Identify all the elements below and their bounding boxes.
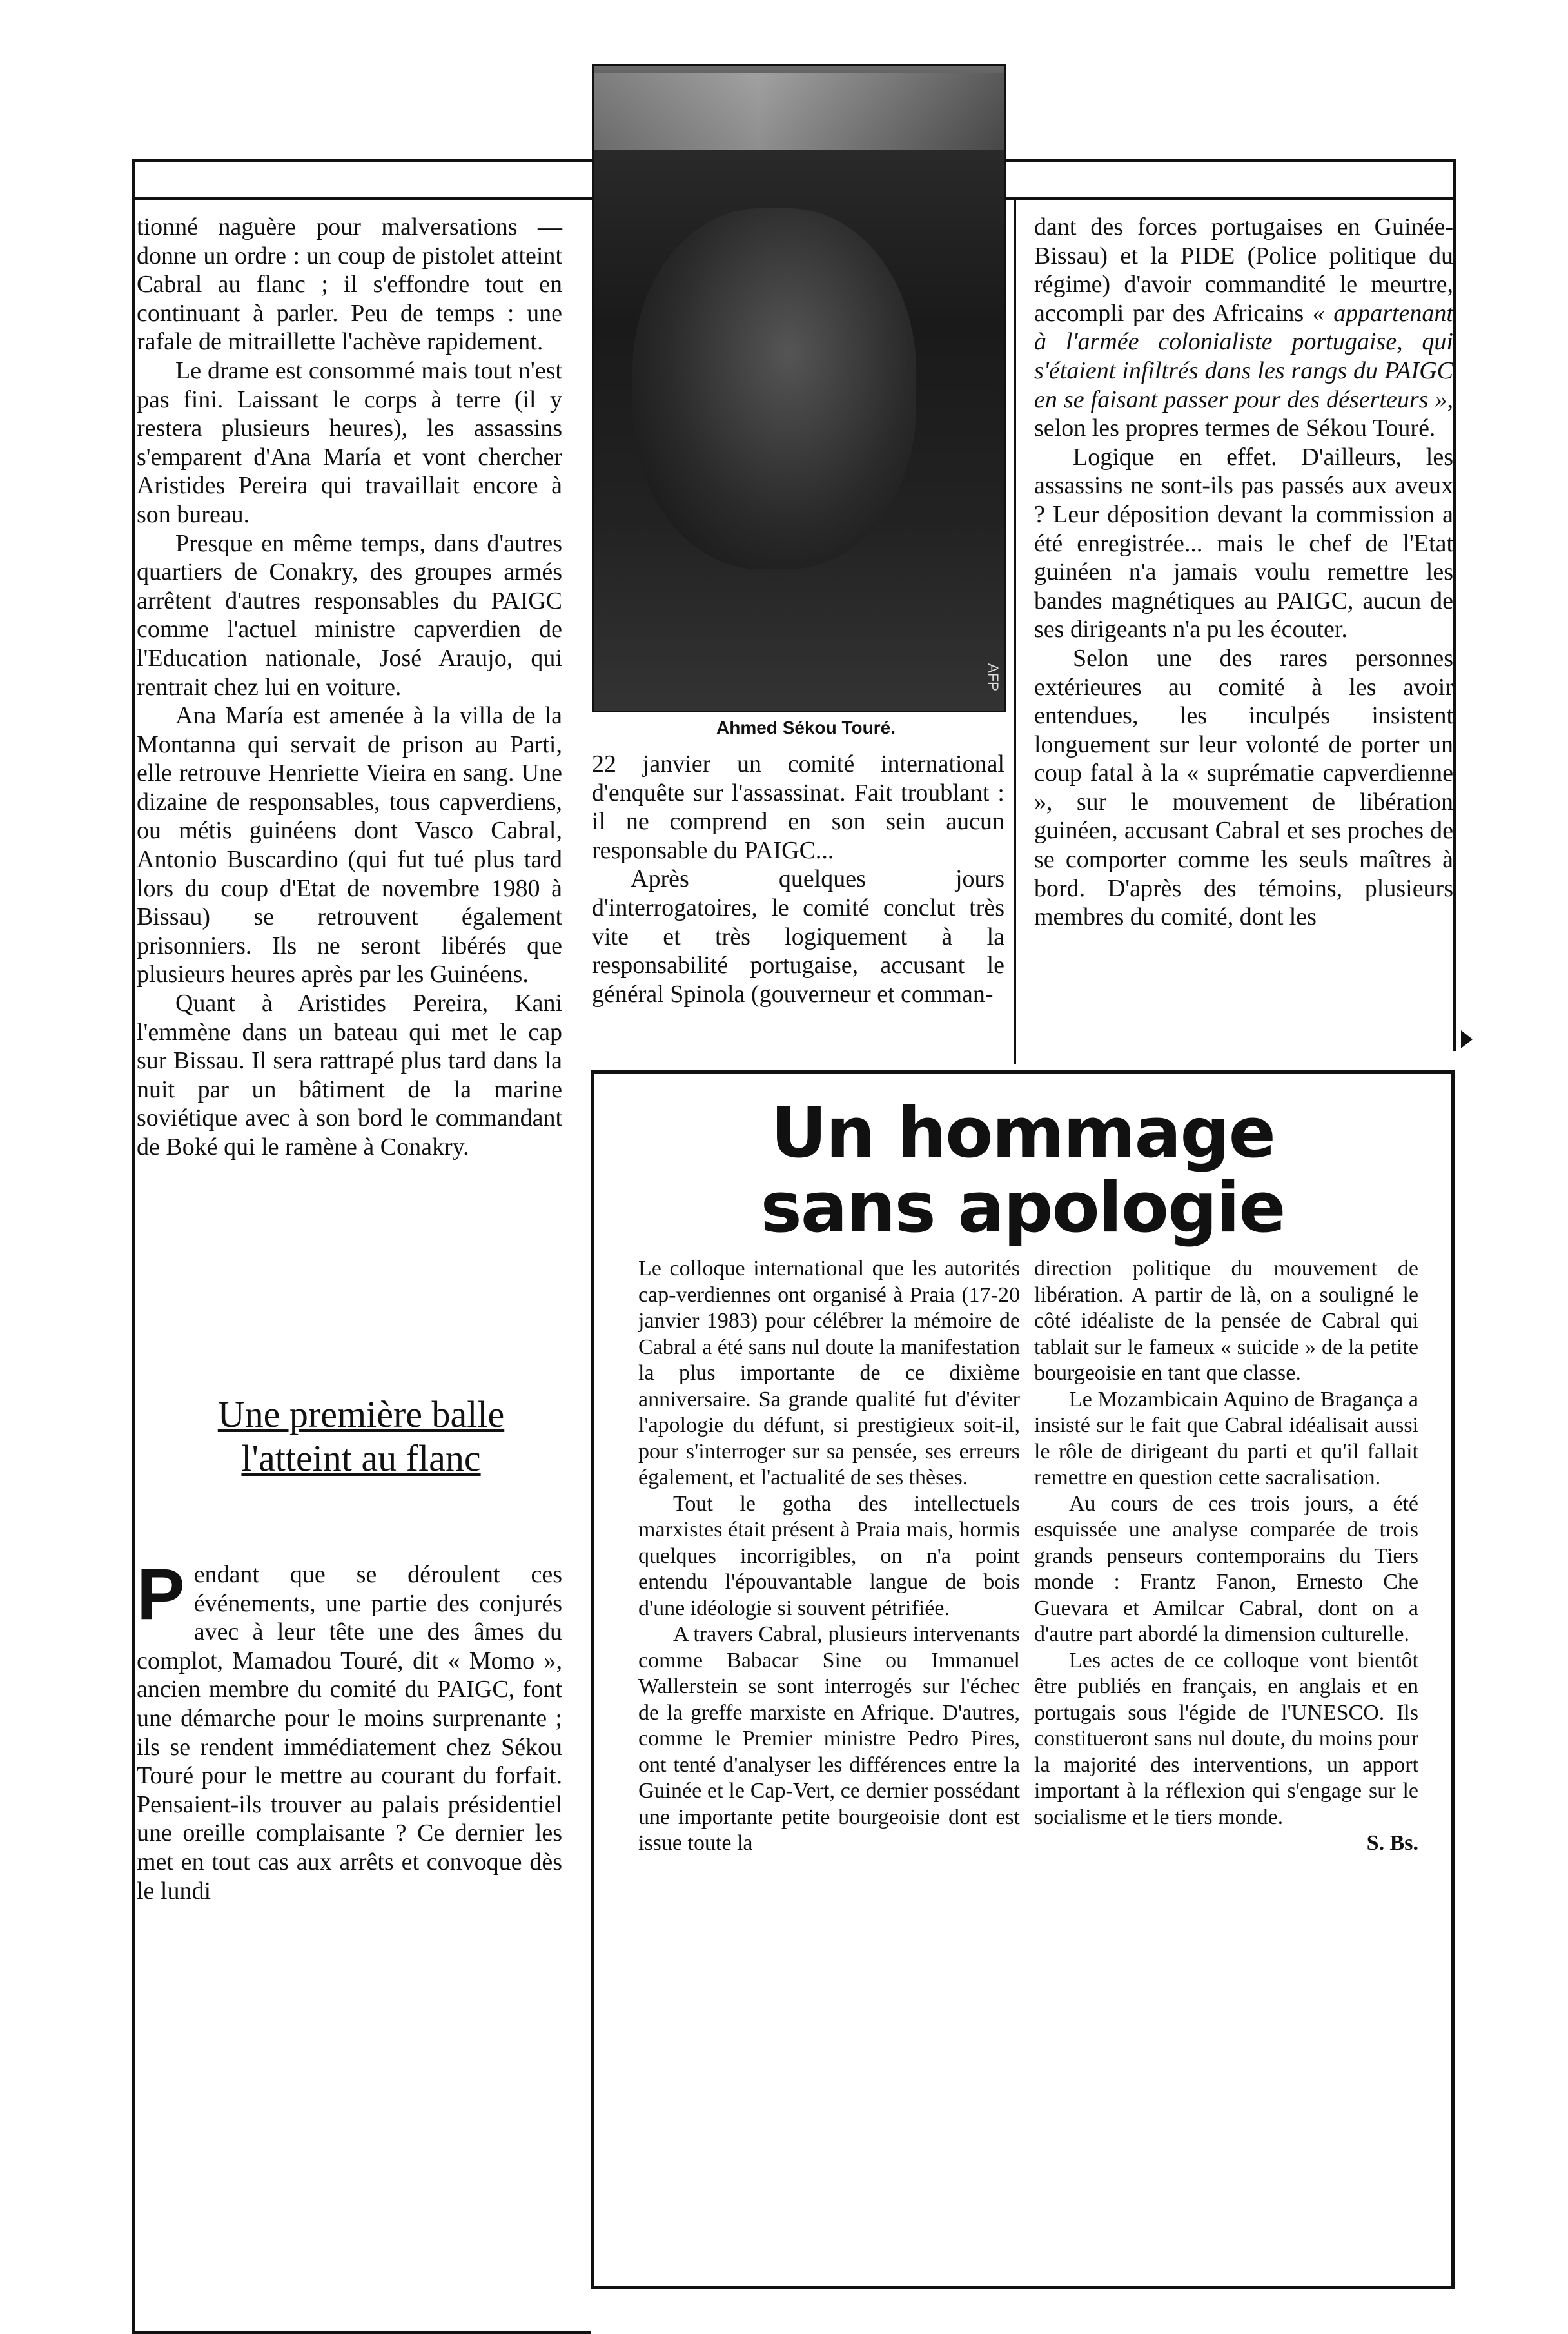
- drop-cap: P: [137, 1554, 185, 1634]
- sidebar-title-line: Un hommage: [770, 1093, 1275, 1173]
- photo-background-sign: [594, 73, 1004, 150]
- sidebar-column-2: [1034, 1256, 1418, 1857]
- paragraph: Tout le gotha des intellectuels marxistes était présent à Praia mais, hormis quelques incorrigibles, on n'a point entendu l'épouvantable langue de bois d'une idéologie si souvent pétrifiée.: [638, 1491, 1020, 1620]
- quotation: « appartenant à l'armée colonialiste portugaise, qui s'étaient infiltrés dans les rangs du PAIGC en se faisant passer pour des déserteurs »: [1034, 299, 1453, 413]
- article-column-3: [1034, 213, 1453, 932]
- paragraph: [1034, 213, 1453, 443]
- paragraph: tionné naguère pour malversations — donne un ordre : un coup de pistolet atteint Cabral au flanc ; il s'effondre tout en continuant à parler. Peu de temps : une rafale de mitraillette l'achève rapidement.: [137, 213, 562, 356]
- paragraph: Le Mozambicain Aquino de Bragança a insisté sur le fait que Cabral idéalisait aussi le rôle de dirigeant du parti et qu'il fallait remettre en question cette sacralisation.: [1034, 1387, 1418, 1489]
- author-signature: S. Bs.: [1366, 1831, 1418, 1855]
- section-subheading: Une première balle l'atteint au flanc: [217, 1393, 505, 1479]
- paragraph: Quant à Aristides Pereira, Kani l'emmène dans un bateau qui met le cap sur Bissau. Il sera rattrapé plus tard dans la nuit par un bâtiment de la marine soviétique avec à son bord le commandant de Boké qui le ramène à Conakry.: [137, 990, 562, 1161]
- paragraph-text: endant que se déroulent ces événements, une partie des conjurés avec à leur tête une des âmes du complot, Mamadou Touré, dit « Momo », ancien membre du comité du PAIGC, font une démarche pour le moins surprenante ; ils se rendent immédiatement chez Sékou Touré pour le mettre au courant du forfait. Pensaient-ils trouver au palais présidentiel une oreille complaisante ? Ce dernier les met en tout cas aux arrêts et convoque dès le lundi: [137, 1561, 562, 1905]
- paragraph: [137, 1554, 562, 1905]
- photo-caption: Ahmed Sékou Touré.: [716, 718, 896, 738]
- paragraph: Au cours de ces trois jours, a été esquissée une analyse comparée de trois grands penseurs contemporains du Tiers monde : Frantz Fanon, Ernesto Che Guevara et Amilcar Cabral, dont on a d'autre part abordé la dimension culturelle.: [1034, 1491, 1418, 1646]
- paragraph: Presque en même temps, dans d'autres quartiers de Conakry, des groupes armés arrêtent d'autres responsables du PAIGC comme l'actuel ministre capverdien de l'Education nationale, José Araujo, qui rentrait chez lui en voiture.: [137, 529, 562, 701]
- paragraph: Ana María est amenée à la villa de la Montanna qui servait de prison au Parti, elle retrouve Henriette Vieira en sang. Une dizaine de responsables, tous capverdiens, ou métis guinéens dont Vasco Cabral, Antonio Buscardino (qui fut tué plus tard lors du coup d'Etat de novembre 1980 à Bissau) se retrouvent également prisonniers. Ils ne seront libérés que plusieurs heures après par les Guinéens.: [137, 702, 562, 988]
- portrait-photo: [592, 64, 1006, 712]
- paragraph-text: dant des forces portugaises en Guinée-Bissau) et la PIDE (Police politique du régime) d'avoir commandité le meurtre, accompli par des Africains: [1034, 213, 1453, 327]
- paragraph: Le drame est consommé mais tout n'est pas fini. Laissant le corps à terre (il y restera plusieurs heures), les assassins s'emparent d'Ana María et vont chercher Aristides Pereira qui travaillait encore à son bureau.: [137, 357, 562, 528]
- paragraph: Les actes de ce colloque vont bientôt être publiés en français, en anglais et en portugais sous l'égide de l'UNESCO. Ils constitueront sans nul doute, du moins pour la majorité des interventions, un apport important à la réflexion qui s'engage sur le socialisme et le tiers monde.: [1034, 1648, 1418, 1829]
- article-column-1-continued: [137, 1554, 562, 1905]
- paragraph: Selon une des rares personnes extérieures au comité à les avoir entendues, les inculpés insistent longuement sur leur volonté de porter un coup fatal à la « suprématie capverdienne », sur le mouvement de libération guinéen, accusant Cabral et ses proches de se comporter comme les seuls maîtres à bord. D'après des témoins, plusieurs membres du comité, dont les: [1034, 644, 1453, 931]
- continue-arrow-icon: [1461, 1030, 1473, 1048]
- paragraph: 22 janvier un comité international d'enquête sur l'assassinat. Fait troublant : il ne comprend en son sein aucun responsable du PAIGC...: [592, 750, 1004, 864]
- article-column-2: [592, 750, 1004, 1008]
- left-column-rule: [132, 200, 135, 2334]
- bottom-left-rule: [132, 2331, 591, 2334]
- photo-subject: [632, 208, 916, 569]
- paragraph: Le colloque international que les autorités cap-verdiennes ont organisé à Praia (17-20 janvier 1983) pour célébrer la mémoire de Cabral a été sans nul doute la manifestation la plus importante de ce dixième anniversaire. Sa grande qualité fut d'éviter l'apologie du défunt, si prestigieux soit-il, pour s'interroger sur sa pensée, ses erreurs également, et l'actualité de ses thèses.: [638, 1257, 1020, 1489]
- sidebar-column-1: [638, 1256, 1020, 1857]
- paragraph: direction politique du mouvement de libération. A partir de là, on a souligné le côté idéaliste de la pensée de Cabral qui tablait sur le fameux « suicide » de la petite bourgeoisie en tant que classe.: [1034, 1257, 1418, 1385]
- center-column-rule: [1014, 200, 1016, 1064]
- photo-credit: AFP: [985, 663, 1001, 691]
- article-column-1: [137, 213, 562, 1162]
- right-column-rule: [1453, 200, 1456, 1051]
- sidebar-title-line: sans apologie: [760, 1168, 1285, 1248]
- paragraph-text: , selon les propres termes de Sékou Touré.: [1034, 386, 1453, 442]
- paragraph: Après quelques jours d'interrogatoires, le comité conclut très vite et très logiquement à la responsabilité portugaise, accusant le général Spinola (gouverneur et comman-: [592, 865, 1004, 1008]
- paragraph: A travers Cabral, plusieurs intervenants comme Babacar Sine ou Immanuel Wallerstein se sont interrogés sur l'échec de la greffe marxiste en Afrique. D'autres, comme le Premier ministre Pedro Pires, ont tenté d'analyser les différences entre la Guinée et le Cap-Vert, ce dernier possédant une importante petite bourgeoisie dont est issue toute la: [638, 1622, 1020, 1855]
- paragraph: Logique en effet. D'ailleurs, les assassins ne sont-ils pas passés aux aveux ? Leur déposition devant la commission a été enregistrée... mais le chef de l'Etat guinéen n'a jamais voulu remettre les bandes magnétiques au PAIGC, aucun de ses dirigeants n'a pu les écouter.: [1034, 443, 1453, 643]
- sidebar-title: [591, 1093, 1455, 1248]
